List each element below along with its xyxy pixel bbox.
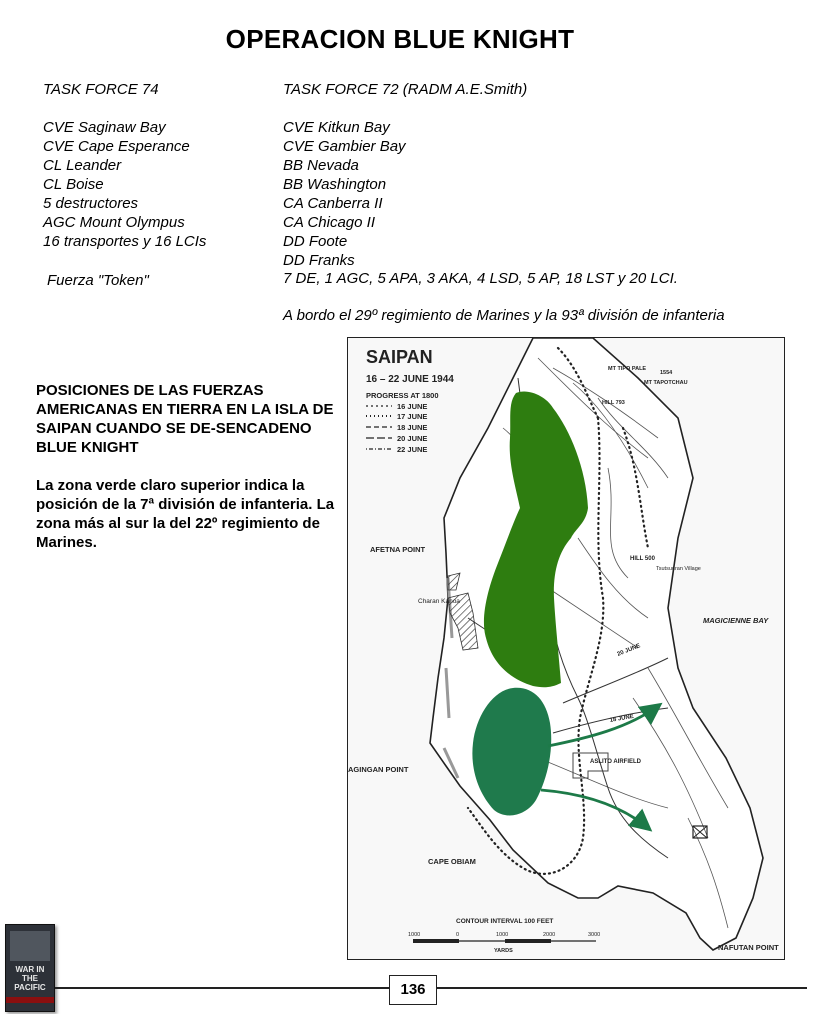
ship-item: 5 destructores <box>43 195 139 212</box>
task-force-74-header: TASK FORCE 74 <box>43 81 159 98</box>
cover-strip <box>6 997 54 1003</box>
tapotchau-label: MT TAPOTCHAU <box>644 380 688 386</box>
ship-item: CA Chicago II <box>283 214 375 231</box>
map-dates: 16 – 22 JUNE 1944 <box>366 374 454 385</box>
charan-kanoa-label <box>418 598 460 605</box>
contour-interval-label: CONTOUR INTERVAL 100 FEET <box>456 918 554 925</box>
ship-item: CL Leander <box>43 157 122 174</box>
ship-item: CVE Cape Esperance <box>43 138 190 155</box>
hill-793-label: HILL 793 <box>602 400 625 406</box>
legend-title: PROGRESS AT 1800 <box>366 391 439 400</box>
magicienne-bay-label: MAGICIENNE BAY <box>703 616 769 625</box>
caption-heading: POSICIONES DE LAS FUERZAS AMERICANAS EN TIERRA EN LA ISLA DE SAIPAN CUANDO SE DE-SENCADENO BLUE KNIGHT <box>36 382 334 456</box>
ship-item: 16 transportes y 16 LCIs <box>43 233 207 250</box>
task-force-72-list <box>283 80 527 270</box>
ship-item: BB Nevada <box>283 157 359 174</box>
map-caption <box>36 381 341 552</box>
cover-art <box>10 931 50 961</box>
task-force-72-aboard: A bordo el 29º regimiento de Marines y la 93ª división de infanteria <box>283 307 725 324</box>
june18-label: 18 JUNE <box>609 713 635 724</box>
ship-item: CA Canberra II <box>283 195 383 212</box>
ship-item: DD Franks <box>283 252 355 269</box>
cover-title: WAR IN THE PACIFIC <box>14 965 46 992</box>
page-title: OPERACION BLUE KNIGHT <box>225 24 575 54</box>
scale-bar-segment <box>505 939 551 943</box>
tipo-pale-label: MT TIPO PALE <box>608 366 647 372</box>
legend-label: 22 JUNE <box>397 445 428 454</box>
elevation-label: 1554 <box>660 370 673 376</box>
scale-tick: 1000 <box>496 932 509 938</box>
map-title: SAIPAN <box>366 347 433 367</box>
token-force-label: Fuerza "Token" <box>47 272 149 289</box>
task-force-74-list <box>43 80 206 251</box>
legend-label: 17 JUNE <box>397 412 428 421</box>
scale-unit: YARDS <box>494 948 513 954</box>
legend-label: 18 JUNE <box>397 423 428 432</box>
ship-item: DD Foote <box>283 233 348 250</box>
charan-kanoa-text: Charan Kanoa <box>418 598 460 605</box>
scale-tick: 0 <box>456 932 460 938</box>
legend-label: 20 JUNE <box>397 434 428 443</box>
task-force-72-header: TASK FORCE 72 (RADM A.E.Smith) <box>283 81 528 98</box>
ship-item: BB Washington <box>283 176 387 193</box>
agingan-point-label: AGINGAN POINT <box>348 765 409 774</box>
caption-description: La zona verde claro superior indica la posición de la 7ª división de infanteria. La zona más al sur la del 22º regimiento de Marines. <box>36 477 335 551</box>
ship-item: CL Boise <box>43 176 104 193</box>
page-number: 136 <box>389 975 437 1005</box>
cape-obiam-label: CAPE OBIAM <box>428 857 476 866</box>
ship-item: CVE Kitkun Bay <box>283 119 390 136</box>
june20-label: 20 JUNE <box>616 643 642 658</box>
afetna-point-label: AFETNA POINT <box>370 545 426 554</box>
saipan-map-svg <box>348 338 784 959</box>
task-force-72-extra: 7 DE, 1 AGC, 5 APA, 3 AKA, 4 LSD, 5 AP, 18 LST y 20 LCI. <box>283 270 678 287</box>
nafutan-point-label: NAFUTAN POINT <box>718 943 779 952</box>
book-cover-thumbnail <box>5 924 55 1012</box>
ship-item: AGC Mount Olympus <box>43 214 185 231</box>
airfield-label: ASLITO AIRFIELD <box>590 759 641 765</box>
saipan-map <box>347 337 785 960</box>
scale-tick: 1000 <box>408 932 421 938</box>
ship-item: CVE Saginaw Bay <box>43 119 166 136</box>
scale-tick: 2000 <box>543 932 556 938</box>
scale-bar-segment <box>413 939 459 943</box>
hill-500-label: HILL 500 <box>630 556 655 562</box>
legend-label: 16 JUNE <box>397 402 428 411</box>
ship-item: CVE Gambier Bay <box>283 138 406 155</box>
scale-tick: 3000 <box>588 932 601 938</box>
tsutsuuran-label: Tsutsuuran Village <box>656 566 701 572</box>
